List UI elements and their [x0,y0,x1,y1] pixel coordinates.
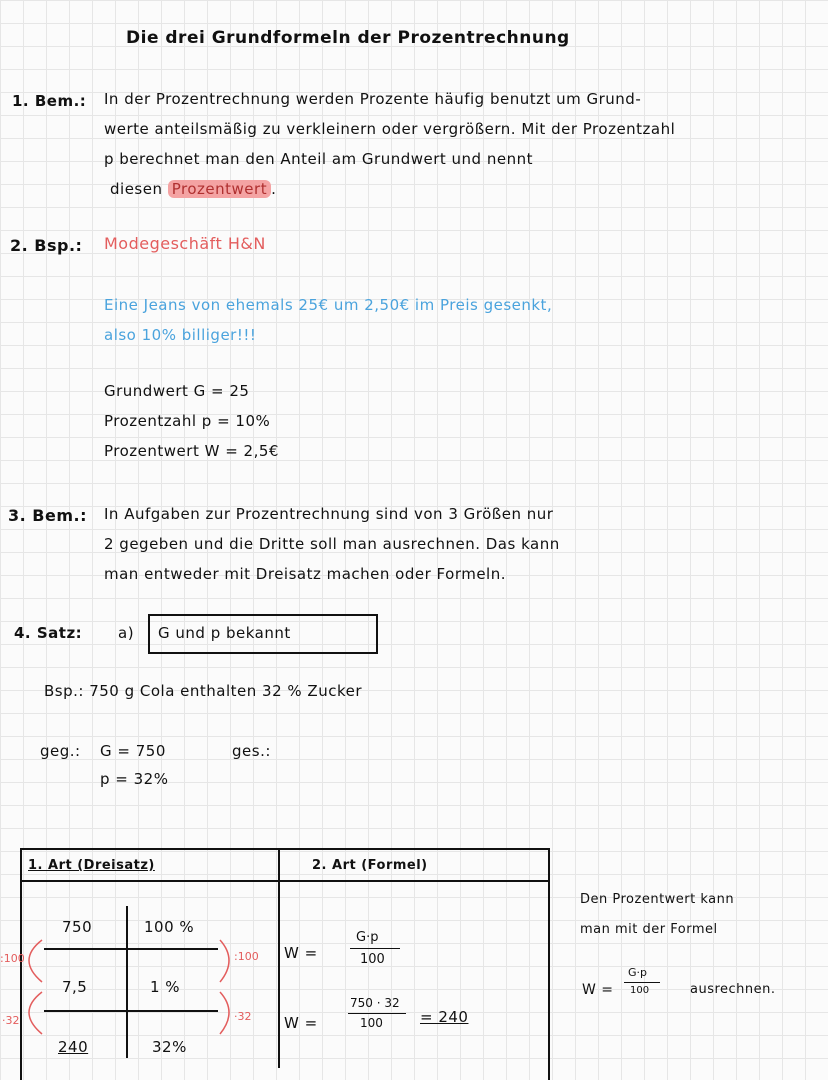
table-column-divider [278,848,280,1068]
case-a: a) [118,624,135,642]
given-label: geg.: [40,742,81,760]
formula2-lhs: W = [284,1014,318,1032]
known-values-text: G und p bekannt [158,624,291,642]
section-4-label: 4. Satz: [14,624,83,642]
s1-line4-post: . [271,180,277,198]
side-line2: man mit der Formel [580,922,718,937]
example-line1: Eine Jeans von ehemals 25€ um 2,50€ im Preis gesenkt, [104,296,553,314]
section-3-label: 3. Bem.: [8,506,87,525]
formula2-result: = 240 [420,1008,469,1026]
formula2-num: 750 · 32 [350,996,400,1010]
formula1-lhs: W = [284,944,318,962]
side-line1: Den Prozentwert kann [580,892,735,907]
s3-line3: man entweder mit Dreisatz machen oder Formeln. [104,565,506,583]
prozentzahl-line: Prozentzahl p = 10% [104,412,271,430]
left-ann-div100: :100 [0,952,25,965]
formula1-bar [350,948,400,949]
side-lhs: W = [582,982,614,998]
sought-label: ges.: [232,742,271,760]
grundwert-line: Grundwert G = 25 [104,382,250,400]
right-ann-div100: :100 [234,950,259,963]
dreisatz-cell: 100 % [144,918,195,936]
left-ann-mul32: ·32 [2,1014,20,1027]
known-values-box [148,614,378,654]
s3-line1: In Aufgaben zur Prozentrechnung sind von 3 Größen nur [104,505,554,523]
highlight-prozentwert: Prozentwert [168,180,271,198]
formula2-den: 100 [360,1016,383,1030]
dreisatz-cell: 1 % [150,978,181,996]
side-post: ausrechnen. [690,982,776,997]
cola-example: Bsp.: 750 g Cola enthalten 32 % Zucker [44,682,363,700]
table-header-divider [20,880,548,882]
example-line2: also 10% billiger!!! [104,326,257,344]
prozentwert-line: Prozentwert W = 2,5€ [104,442,279,460]
formula1-num: G·p [356,930,379,945]
s1-line4 [110,180,276,198]
right-ann-mul32: ·32 [234,1010,252,1023]
formula2-bar [348,1013,406,1014]
dreisatz-rule-1 [44,948,218,950]
page-title: Die drei Grundformeln der Prozentrechnung [126,28,570,48]
given-p: p = 32% [100,770,169,788]
shop-name: Modegeschäft H&N [104,234,266,253]
dreisatz-cell: 7,5 [62,978,88,996]
side-den: 100 [630,985,650,996]
dreisatz-rule-2 [44,1010,218,1012]
dreisatz-cell: 750 [62,918,93,936]
s1-line3: p berechnet man den Anteil am Grundwert und nennt [104,150,533,168]
table-header-2: 2. Art (Formel) [312,858,428,873]
given-g: G = 750 [100,742,166,760]
dreisatz-result: 240 [58,1038,89,1056]
s1-line1: In der Prozentrechnung werden Prozente häufig benutzt um Grund- [104,90,642,108]
section-2-label: 2. Bsp.: [10,236,83,255]
s1-line2: werte anteilsmäßig zu verkleinern oder vergrößern. Mit der Prozentzahl [104,120,676,138]
side-num: G·p [628,966,648,979]
right-arrows [216,930,246,1040]
calc-table [20,848,550,1080]
s3-line2: 2 gegeben und die Dritte soll man ausrechnen. Das kann [104,535,560,553]
side-bar [624,982,660,983]
formula1-den: 100 [360,952,385,967]
s1-line4-pre: diesen [110,180,163,198]
dreisatz-cell: 32% [152,1038,187,1056]
table-header-1: 1. Art (Dreisatz) [28,858,155,873]
section-1-label: 1. Bem.: [12,92,87,110]
dreisatz-divider [126,906,128,1058]
